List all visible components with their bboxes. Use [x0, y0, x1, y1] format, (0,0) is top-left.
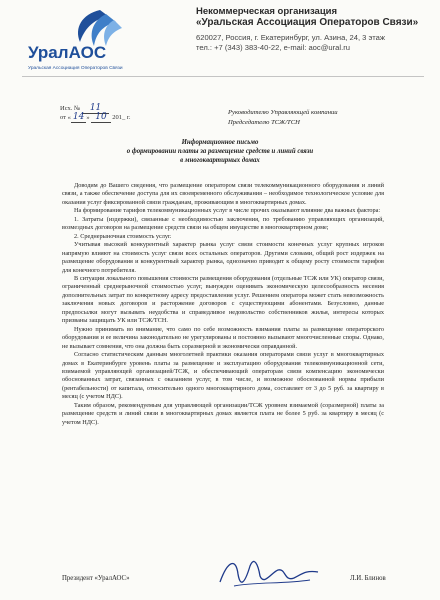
- org-address: 620027, Россия, г. Екатеринбург, ул. Азина, 24, 3 этаж: [196, 33, 385, 42]
- body-paragraph: Учитывая высокий конкурентный характер рынка услуг связи стоимости конечных услуг крупных игроков напрямую влияют на стоимость услуг связи всех остальных операторов. Другими словами, общий рост издержек на размещение оборудования и конкурентный характер рынка, однозначно приводит к общему росту стоимости тарифов для конечного потребителя.: [62, 241, 384, 274]
- outgoing-number-value: 11: [82, 103, 109, 114]
- outgoing-no-label: Исх. №: [60, 105, 81, 112]
- body-paragraph: Согласно статистическим данным многолетней практики оказания операторами связи услуг в многоквартирных домах в Екатеринбурге уровень платы за размещение и эксплуатацию оборудования телекоммуникационной сети, взимаемой управляющей организацией/ТСЖ, и обеспечивающий операторам связи компенсацию экономически обоснованных затрат, связанных с оказанием услуг, в том числе, и возможное обоснованной нормы прибыли (рентабельности) от капитала, относительно одного многоквартирного дома, составляет от 3 до 5 руб. за квартиру в месяц (с учетом НДС).: [62, 351, 384, 401]
- body-paragraph: Доводим до Вашего сведения, что размещение оператором связи телекоммуникационного оборудования и линий связи, а также обеспечение доступа для их своевременного обслуживания – необходимое технологическое условие для оказания услуг фиксированной связи гражданам, проживающим в многоквартирных домах.: [62, 182, 384, 206]
- addressee: [228, 108, 338, 127]
- header-divider: [22, 76, 424, 77]
- outgoing-month: 10: [91, 112, 110, 123]
- title-line-1: Информационное письмо: [181, 139, 259, 146]
- org-name: «Уральская Ассоциация Операторов Связи»: [196, 17, 419, 28]
- logo-text: УралАОС: [28, 43, 107, 62]
- outgoing-sep: »: [86, 114, 90, 121]
- title-line-2: о формировании платы за размещение средств и линий связи: [126, 148, 314, 155]
- signer-role: Президент «УралАОС»: [62, 575, 130, 582]
- body-paragraph: На формирование тарифов телекоммуникационных услуг в числе прочих оказывают влияние два важных фактора:: [74, 207, 381, 215]
- outgoing-from-label: от «: [60, 114, 71, 121]
- addressee-line-1: Руководителю Управляющей компании: [228, 109, 338, 116]
- signer-name: Л.И. Блинов: [350, 575, 386, 582]
- addressee-line-2: Председателю ТСЖ/ТСН: [228, 118, 300, 126]
- uralaos-logo: [22, 6, 172, 76]
- title-line-3: в многоквартирных домах: [180, 157, 260, 164]
- organization-header: [196, 6, 436, 53]
- outgoing-number: [60, 104, 130, 122]
- body-paragraph: Нужно принимать во внимание, что само по себе возможность взимания платы за размещение операторского оборудования и ее величина законодательно не урегулированы и постоянно вызывают многочисленные споры. Однако, не вызывает сомнения, что она должна быть соразмерной и экономически оправданной.: [62, 325, 384, 350]
- handwritten-signature: [214, 552, 324, 592]
- body-paragraph: В ситуации локального повышения стоимости размещения оборудования (отдельные ТСЖ или УК) оператор связи, ограниченный среднерыночной стоимостью услуг, вынужден оценивать экономическую целесообразность несения дополнительных затрат по конкретному адресу предоставления услуг. Решением оператора может стать невозможность заключения новых договоров и расторжение договоров с существующими абонентами. Безусловно, данные предпосылки могут вызывать неудобства и справедливое недовольство собственников жилья, интересы которых призваны защищать УК или ТСЖ/ТСН.: [62, 274, 384, 325]
- outgoing-year: 201_ г.: [112, 114, 131, 121]
- body-paragraph: 1. Затраты (издержки), связанные с необходимостью заключения, по требованию управляющих организаций, возмездных договоров на размещение средств связи на общем имуществе в многоквартирном доме;: [62, 215, 384, 232]
- logo-caption: Уральская Ассоциация Операторов Связи: [28, 66, 123, 71]
- outgoing-day: 14: [72, 112, 85, 122]
- body-paragraph: 2. Среднерыночная стоимость услуг.: [74, 232, 172, 240]
- body-paragraph: Таким образом, рекомендуемым для управляющей организации/ТСЖ уровнем взимаемой (соразмерной) платы за размещение средств и линий связи в многоквартирных домах является плата не более 5 руб. за квартиру в месяц (с учетом НДС).: [62, 401, 384, 426]
- letter-body: [62, 182, 384, 427]
- letter-title: [120, 138, 320, 165]
- org-type: Некоммерческая организация: [196, 6, 338, 17]
- org-contacts: тел.: +7 (343) 383-40-22, e-mail: aoc@ural.ru: [196, 43, 350, 52]
